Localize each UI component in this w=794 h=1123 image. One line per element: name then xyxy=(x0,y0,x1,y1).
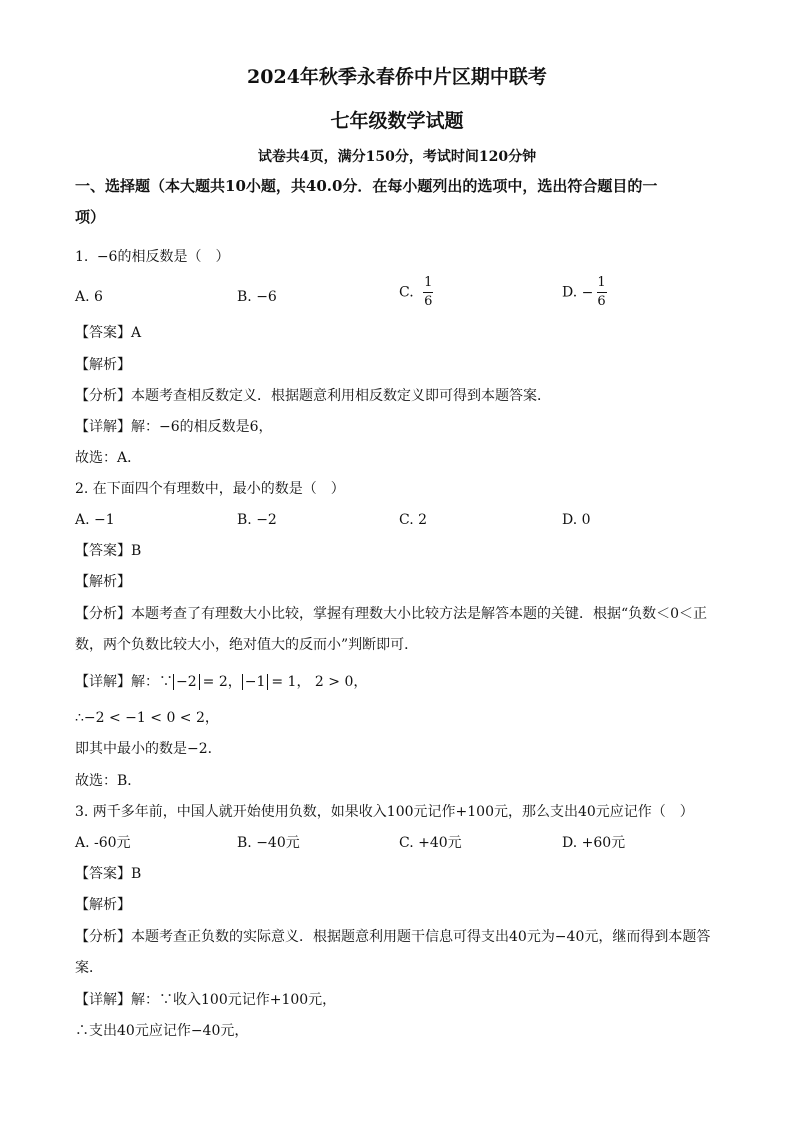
q1-option-b: B. −6 xyxy=(237,289,277,305)
q1-math: −6 xyxy=(96,249,118,265)
section-heading-line1: 一、选择题（本大题共10小题，共40.0分．在每小题列出的选项中，选出符合题目的一 xyxy=(75,177,658,195)
q1-stem xyxy=(75,247,229,267)
q1-choose: 故选：A． xyxy=(75,450,142,466)
q3-option-a: A. -60元 xyxy=(75,835,131,851)
q2-stem: 2. 在下面四个有理数中，最小的数是（ ） xyxy=(75,481,345,497)
q2-abs-neg2: −2 xyxy=(173,674,200,690)
q2-conclusion: 即其中最小的数是−2． xyxy=(75,741,222,757)
q2-answer: 【答案】B xyxy=(75,543,142,559)
q2-choose: 故选：B． xyxy=(75,773,142,789)
q3-therefore: ∴支出40元应记作−40元， xyxy=(75,1023,249,1039)
q3-stem: 3. 两千多年前，中国人就开始使用负数，如果收入100元记作+100元，那么支出40元应记作（ ） xyxy=(75,804,694,820)
q2-eq1: = 2， xyxy=(202,674,242,690)
q1-option-c-fraction xyxy=(422,276,434,309)
q3-option-d: D. +60元 xyxy=(562,835,626,851)
q3-jiexi: 【解析】 xyxy=(75,897,131,913)
fraction-numerator: 1 xyxy=(424,275,433,290)
q2-option-a: A. −1 xyxy=(75,512,115,528)
fraction-numerator: 1 xyxy=(597,275,606,290)
q1-option-d-label: D. xyxy=(562,284,578,301)
q2-analysis-line1: 【分析】本题考查了有理数大小比较，掌握有理数大小比较方法是解答本题的关键．根据“负数＜0＜正 xyxy=(75,606,708,622)
q3-option-c: C. +40元 xyxy=(399,835,462,851)
fraction-denominator: 6 xyxy=(597,294,606,309)
fraction-denominator: 6 xyxy=(424,294,433,309)
q2-analysis-line2: 数，两个负数比较大小，绝对值大的反而小”判断即可． xyxy=(75,637,419,653)
q1-option-d-fraction xyxy=(595,276,607,309)
q3-option-b: B. −40元 xyxy=(237,835,300,851)
q1-analysis: 【分析】本题考查相反数定义．根据题意利用相反数定义即可得到本题答案． xyxy=(75,388,551,404)
exam-title: 2024年秋季永春侨中片区期中联考 xyxy=(247,66,547,88)
exam-info: 试卷共4页，满分150分，考试时间120分钟 xyxy=(257,149,537,165)
q1-number: 1. xyxy=(75,249,89,265)
q2-therefore: ∴−2 < −1 < 0 < 2， xyxy=(75,710,219,726)
q1-option-d-sign: − xyxy=(581,284,594,301)
q1-jiexi: 【解析】 xyxy=(75,357,131,373)
q2-detail-prefix: 【详解】解：∵ xyxy=(75,674,173,690)
q1-answer: 【答案】A xyxy=(75,325,142,341)
fraction-bar xyxy=(597,292,607,293)
q2-option-c: C. 2 xyxy=(399,512,428,528)
q1-option-a: A. 6 xyxy=(75,289,103,305)
q1-option-d xyxy=(562,276,608,309)
fraction-bar xyxy=(423,292,433,293)
q3-analysis-line1: 【分析】本题考查正负数的实际意义．根据题意利用题干信息可得支出40元为−40元，继而得到本题答 xyxy=(75,929,711,945)
q2-jiexi: 【解析】 xyxy=(75,574,131,590)
q1-detail: 【详解】解：−6的相反数是6， xyxy=(75,419,273,435)
q2-detail xyxy=(75,672,367,692)
q1-option-c-label: C. xyxy=(399,284,414,301)
q2-eq2: = 1， 2 > 0， xyxy=(271,674,368,690)
q2-option-b: B. −2 xyxy=(237,512,277,528)
q3-analysis-line2: 案． xyxy=(75,960,103,976)
section-heading-line2: 项） xyxy=(75,208,106,226)
q1-option-c xyxy=(399,276,434,309)
q2-option-d: D. 0 xyxy=(562,512,591,528)
q2-abs-neg1: −1 xyxy=(242,674,269,690)
q1-text: 的相反数是（ ） xyxy=(117,249,230,265)
q3-detail: 【详解】解：∵收入100元记作+100元， xyxy=(75,992,337,1008)
q3-answer: 【答案】B xyxy=(75,866,142,882)
exam-subtitle: 七年级数学试题 xyxy=(330,110,464,132)
